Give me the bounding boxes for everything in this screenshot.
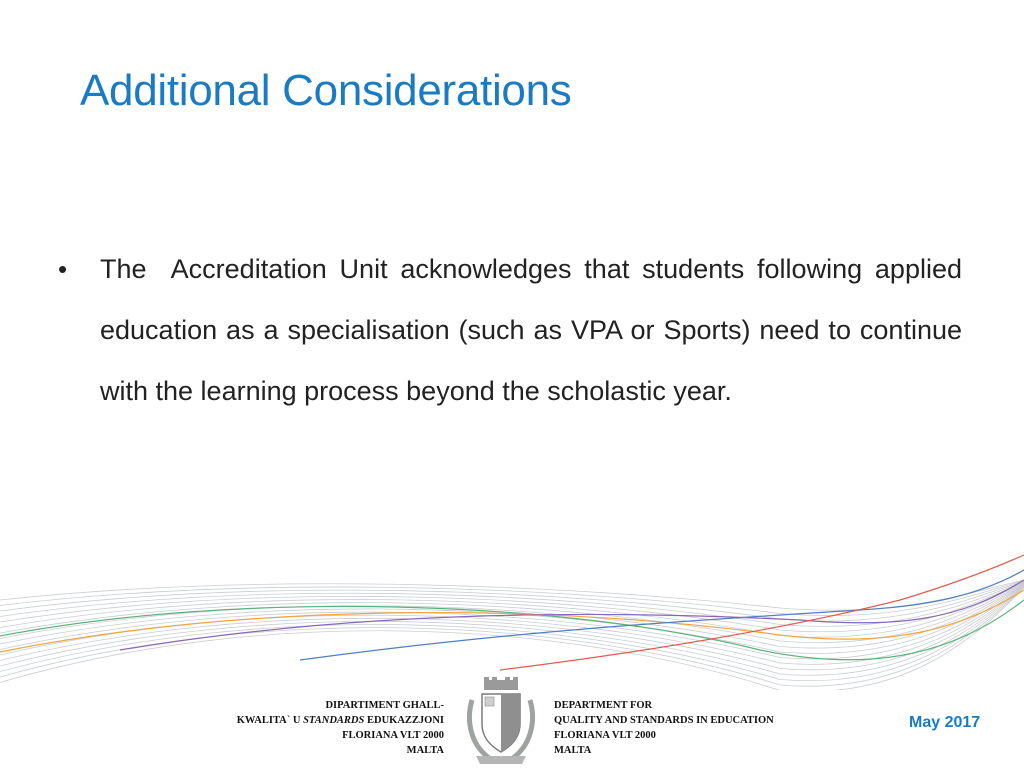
- footer-right-line2: QUALITY AND STANDARDS IN EDUCATION: [554, 715, 774, 726]
- decorative-waves: [0, 540, 1024, 690]
- wave-orange: [0, 590, 1024, 652]
- footer-right-line1: DEPARTMENT FOR: [554, 700, 653, 711]
- footer-left-line1: DIPARTIMENT GHALL-: [325, 700, 444, 711]
- footer-english-address: [554, 698, 774, 758]
- footer-left-line4: MALTA: [406, 745, 444, 756]
- bullet-marker: •: [58, 254, 68, 284]
- footer-maltese-address: [237, 698, 444, 758]
- wave-line-gray: [0, 585, 1024, 664]
- wave-line-gray: [0, 580, 1024, 610]
- footer-left-line3: FLORIANA VLT 2000: [342, 730, 444, 741]
- bullet-item-text: The Accreditation Unit acknowledges that students following applied education as a specialisation (such as VPA or Sports) need to continue with the learning process beyond the scholastic year.: [100, 254, 970, 406]
- footer-left-line2: KWALITA` U STANDARDS EDUKAZZJONI: [236, 715, 444, 726]
- footer-right-line4: MALTA: [554, 745, 592, 756]
- slide-title: Additional Considerations: [80, 66, 572, 115]
- malta-coat-of-arms-icon: [462, 676, 540, 768]
- slide-date: May 2017: [909, 714, 981, 731]
- footer-right-line3: FLORIANA VLT 2000: [554, 730, 656, 741]
